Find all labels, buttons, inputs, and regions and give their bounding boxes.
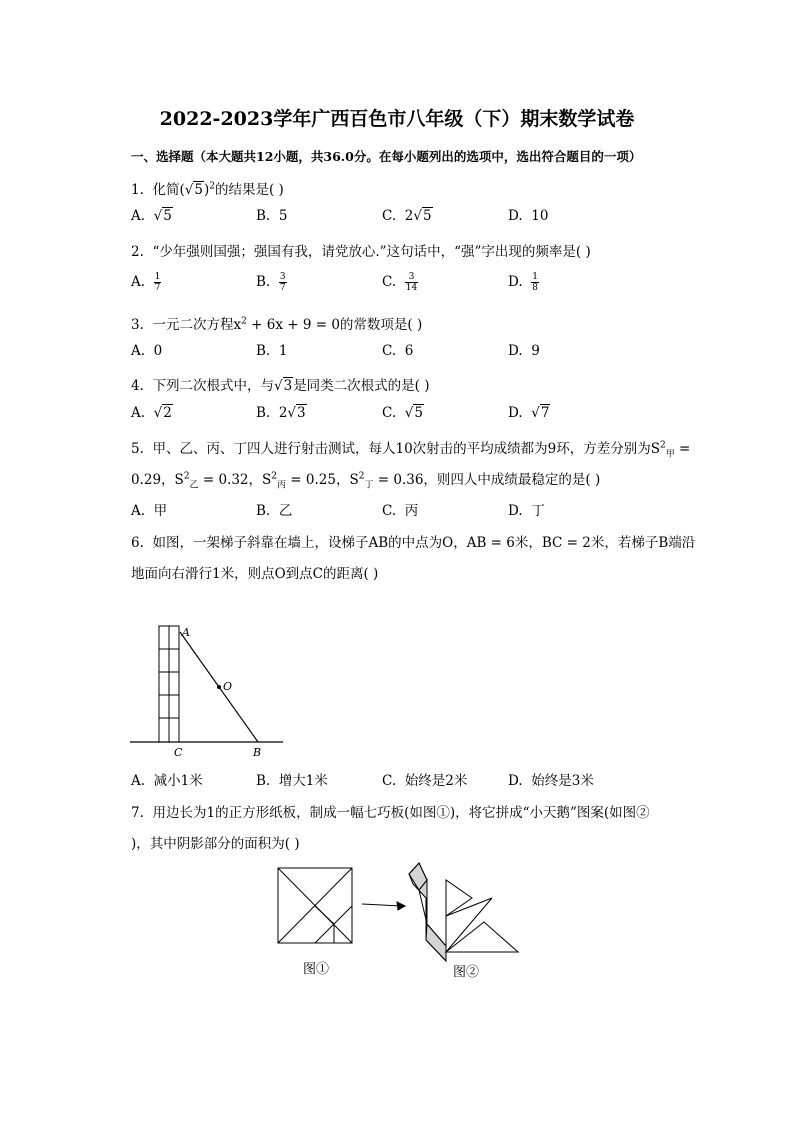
question-7: 7. 用边长为1的正方形纸板，制成一幅七巧板(如图①)，将它拼成“小天鹅”图案(如图② — [131, 805, 650, 821]
arrow-icon — [362, 904, 402, 906]
question-number: 6. — [131, 535, 144, 551]
question-5-line-2: 0.29，$S^2_乙 = 0.32$，$S^2_丙 = 0.25$，$S^2_丁 = 0.36$，则四人中成绩最稳定的是( ) — [131, 471, 601, 491]
question-2: 2. “少年强则国强；强国有我，请党放心.”这句话中，“强”字出现的频率是( ) — [131, 244, 591, 260]
section-heading: 一、选择题（本大题共12小题，共36.0分。在每小题列出的选项中，选出符合题目的一项） — [131, 149, 642, 164]
label-c: C — [174, 746, 183, 759]
question-1: 1. 化简$(√5)^2$的结果是( ) — [131, 181, 284, 198]
option-a[interactable]: A. √5 — [131, 208, 172, 224]
question-6-line-2: 地面向右滑行1米，则点O到点C的距离( ) — [131, 566, 379, 582]
label-a: A — [182, 626, 190, 639]
option-b[interactable]: B. 2√3 — [256, 405, 306, 421]
option-c[interactable]: C. 始终是2米 — [382, 773, 468, 789]
question-4: 4. 下列二次根式中，与√3是同类二次根式的是( ) — [131, 378, 430, 394]
swan-shape — [409, 863, 518, 961]
option-d[interactable]: D. 丁 — [508, 503, 545, 519]
option-b[interactable]: B. $\frac{3}{7}$ — [256, 272, 286, 293]
option-b[interactable]: B. 增大1米 — [256, 773, 328, 789]
tangram-figure — [270, 860, 525, 985]
option-b[interactable]: B. 1 — [256, 343, 288, 359]
option-c[interactable]: C. 丙 — [382, 503, 419, 519]
figure-2-caption: 图② — [453, 965, 480, 980]
option-d[interactable]: D. 10 — [508, 208, 549, 224]
label-b: B — [253, 746, 262, 759]
option-c[interactable]: C. √5 — [382, 405, 423, 421]
page-title: 2022-2023学年广西百色市八年级（下）期末数学试卷 — [159, 108, 635, 130]
midpoint-dot — [217, 685, 221, 689]
question-5: 5. 甲、乙、丙、丁四人进行射击测试，每人10次射击的平均成绩都为9环，方差分别为$S^2_甲$ = — [131, 440, 691, 460]
option-d[interactable]: D. 始终是3米 — [508, 773, 594, 789]
option-a[interactable]: A. √2 — [131, 405, 172, 421]
option-d[interactable]: D. √7 — [508, 405, 550, 421]
ladder-figure — [125, 620, 290, 760]
question-6: 6. 如图，一架梯子斜靠在墙上，设梯子AB的中点为O，AB = 6米，BC = 2米，若梯子B端沿 — [131, 535, 696, 551]
question-number: 4. — [131, 378, 144, 394]
tangram-square — [278, 868, 352, 943]
option-c[interactable]: C. 2√5 — [382, 208, 432, 224]
question-3: 3. 一元二次方程$x^2 + 6x + 9 = 0$的常数项是( ) — [131, 316, 423, 333]
question-number: 3. — [131, 317, 144, 333]
question-number: 1. — [131, 182, 144, 198]
option-a[interactable]: A. 0 — [131, 343, 163, 359]
question-number: 5. — [131, 441, 144, 457]
option-d[interactable]: D. 9 — [508, 343, 540, 359]
option-a[interactable]: A. 甲 — [131, 503, 168, 519]
option-c[interactable]: C. 6 — [382, 343, 414, 359]
option-a[interactable]: A. $\frac{1}{7}$ — [131, 272, 161, 293]
option-a[interactable]: A. 减小1米 — [131, 773, 203, 789]
option-c[interactable]: C. $\frac{3}{14}$ — [382, 272, 418, 293]
option-b[interactable]: B. 乙 — [256, 503, 293, 519]
option-d[interactable]: D. $\frac{1}{8}$ — [508, 272, 538, 293]
question-number: 7. — [131, 805, 144, 821]
question-number: 2. — [131, 244, 144, 260]
question-7-line-2: )，其中阴影部分的面积为( ) — [131, 836, 300, 852]
label-o: O — [223, 680, 233, 693]
figure-1-caption: 图① — [303, 962, 330, 977]
option-b[interactable]: B. 5 — [256, 208, 288, 224]
